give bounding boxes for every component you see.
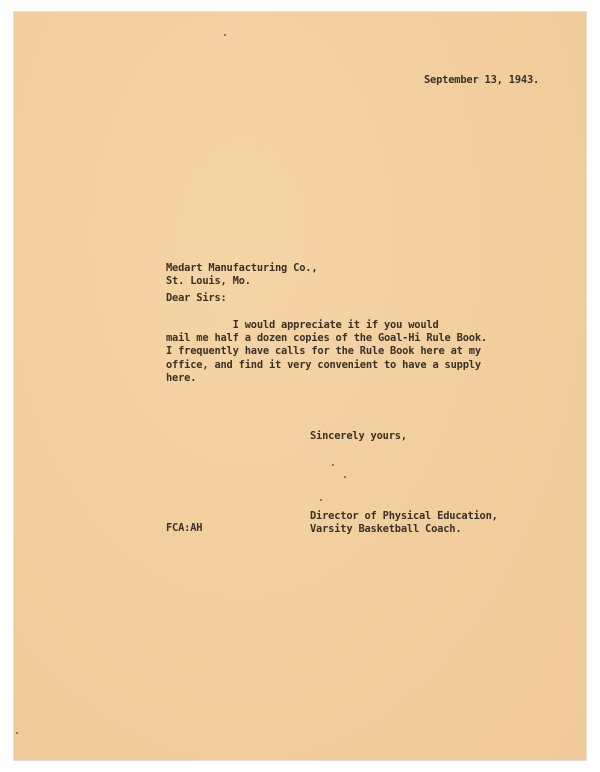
body-line: mail me half a dozen copies of the Goal-Hi Rule Book. xyxy=(166,332,487,345)
body-line: I would appreciate it if you would xyxy=(166,319,439,331)
paper-speck xyxy=(344,476,346,478)
reference-initials: FCA:AH xyxy=(166,522,203,534)
closing: Sincerely yours, xyxy=(310,430,407,442)
body-line: office, and find it very convenient to have a supply xyxy=(166,358,481,371)
paper-speck xyxy=(320,499,322,501)
paper-speck xyxy=(332,464,334,466)
salutation: Dear Sirs: xyxy=(166,292,227,304)
paper-speck xyxy=(224,34,226,36)
signature-block xyxy=(310,510,498,536)
recipient-line: Medart Manufacturing Co., xyxy=(166,262,318,274)
paper-speck xyxy=(16,732,18,734)
signature-line: Varsity Basketball Coach. xyxy=(310,523,462,536)
letter-page xyxy=(14,12,586,760)
recipient-address xyxy=(166,262,317,288)
recipient-line: St. Louis, Mo. xyxy=(166,275,251,288)
body-line: here. xyxy=(166,371,197,384)
signature-line: Director of Physical Education, xyxy=(310,510,498,522)
letter-date: September 13, 1943. xyxy=(424,74,540,86)
letter-body xyxy=(166,319,487,385)
body-line: I frequently have calls for the Rule Book here at my xyxy=(166,345,481,358)
